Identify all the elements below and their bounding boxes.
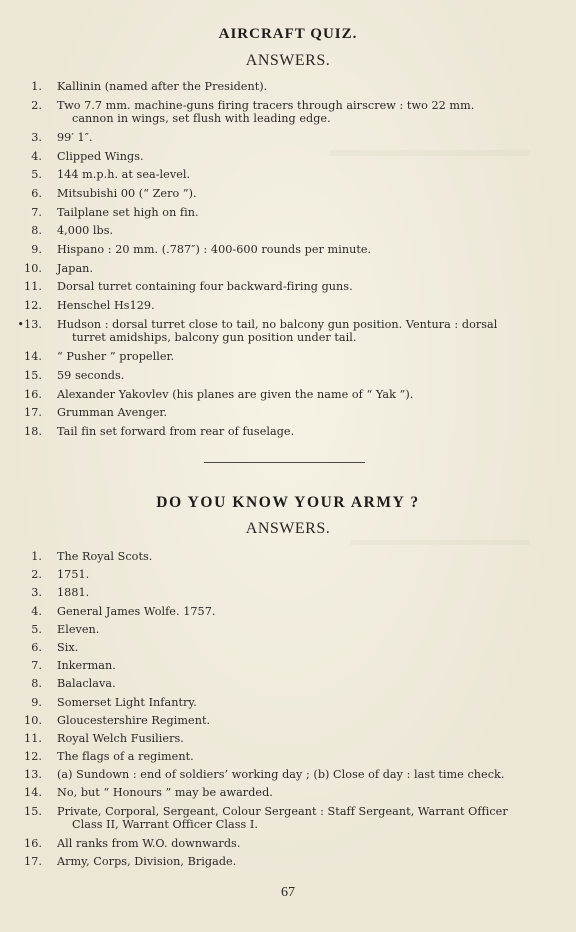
item-text-continuation: cannon in wings, set flush with leading edge. bbox=[72, 112, 331, 126]
item-number: 17. bbox=[24, 854, 42, 868]
list-item bbox=[0, 299, 576, 318]
list-item bbox=[0, 732, 576, 750]
item-text: Tailplane set high on fin. bbox=[57, 205, 199, 219]
item-number: 10. bbox=[24, 261, 42, 275]
list-item bbox=[0, 350, 576, 369]
item-number: 1. bbox=[31, 80, 42, 93]
item-number: 18. bbox=[24, 424, 42, 438]
show-through-band bbox=[350, 540, 530, 545]
item-text: Six. bbox=[57, 640, 79, 654]
item-text: Mitsubishi 00 (“ Zero ”). bbox=[57, 187, 197, 201]
item-text: 4,000 lbs. bbox=[57, 224, 114, 238]
item-text: Inkerman. bbox=[57, 659, 116, 673]
aircraft-quiz-title: AIRCRAFT QUIZ. bbox=[218, 26, 358, 42]
list-item bbox=[0, 280, 576, 299]
item-text: The flags of a regiment. bbox=[57, 750, 194, 764]
list-item bbox=[0, 805, 576, 837]
item-number: 3. bbox=[31, 130, 42, 144]
item-number: 4. bbox=[31, 604, 42, 618]
army-quiz-answers-heading: ANSWERS. bbox=[245, 520, 331, 537]
item-text-continuation: turret amidships, balcony gun position under tail. bbox=[72, 331, 357, 345]
list-item bbox=[0, 641, 576, 659]
list-item bbox=[0, 262, 576, 281]
item-number: 7. bbox=[31, 659, 42, 673]
item-text: Private, Corporal, Sergeant, Colour Sergeant : Staff Sergeant, Warrant Officer bbox=[57, 804, 508, 818]
item-text: Alexander Yakovlev (his planes are given the name of “ Yak ”). bbox=[57, 387, 414, 401]
list-item bbox=[0, 99, 576, 131]
item-number: 15. bbox=[24, 804, 42, 818]
list-item bbox=[0, 696, 576, 714]
page-number: 67 bbox=[281, 885, 295, 900]
item-number: 14. bbox=[24, 350, 42, 364]
item-text: Hispano : 20 mm. (.787″) : 400-600 rounds per minute. bbox=[57, 243, 372, 257]
item-number: 12. bbox=[24, 299, 42, 313]
list-item bbox=[0, 768, 576, 786]
item-number: 11. bbox=[24, 280, 42, 294]
item-number: 8. bbox=[31, 677, 42, 691]
item-number: 5. bbox=[31, 168, 42, 182]
item-text: Royal Welch Fusiliers. bbox=[57, 731, 184, 745]
item-number: 11. bbox=[24, 731, 42, 745]
item-number: 6. bbox=[31, 187, 42, 201]
item-text: Balaclava. bbox=[57, 677, 116, 691]
aircraft-quiz-answer-list bbox=[0, 80, 576, 444]
list-item bbox=[0, 550, 576, 568]
list-item bbox=[0, 605, 576, 623]
item-number: 4. bbox=[31, 149, 42, 163]
list-item bbox=[0, 623, 576, 641]
item-text: Kallinin (named after the President). bbox=[57, 80, 268, 93]
item-text: “ Pusher ” propeller. bbox=[57, 350, 175, 364]
item-number: 6. bbox=[31, 640, 42, 654]
item-text: Henschel Hs129. bbox=[57, 299, 155, 313]
item-number: 16. bbox=[24, 387, 42, 401]
list-item bbox=[0, 318, 576, 350]
list-item bbox=[0, 388, 576, 407]
list-item bbox=[0, 425, 576, 444]
item-text: All ranks from W.O. downwards. bbox=[57, 836, 241, 850]
list-item bbox=[0, 786, 576, 804]
item-text-continuation: Class II, Warrant Officer Class I. bbox=[72, 818, 258, 832]
item-text: Hudson : dorsal turret close to tail, no balcony gun position. Ventura : dorsal bbox=[57, 317, 498, 331]
list-item bbox=[0, 837, 576, 855]
item-text: No, but “ Honours ” may be awarded. bbox=[57, 786, 273, 800]
list-item bbox=[0, 131, 576, 150]
item-number: 8. bbox=[31, 224, 42, 238]
item-text: Eleven. bbox=[57, 622, 100, 636]
item-number: 9. bbox=[31, 695, 42, 709]
list-item bbox=[0, 224, 576, 243]
item-text: Gloucestershire Regiment. bbox=[57, 713, 211, 727]
list-item bbox=[0, 855, 576, 873]
army-quiz-answer-list bbox=[0, 550, 576, 873]
item-text: (a) Sundown : end of soldiers’ working day ; (b) Close of day : last time check. bbox=[57, 768, 505, 782]
list-item bbox=[0, 659, 576, 677]
item-text: The Royal Scots. bbox=[57, 550, 153, 563]
item-number: 5. bbox=[31, 622, 42, 636]
item-number: 17. bbox=[24, 406, 42, 420]
item-number: 2. bbox=[31, 568, 42, 582]
item-text: 1751. bbox=[57, 568, 90, 582]
item-text: Somerset Light Infantry. bbox=[57, 695, 197, 709]
aircraft-quiz-answers-heading: ANSWERS. bbox=[245, 52, 331, 69]
item-text: Clipped Wings. bbox=[57, 149, 144, 163]
list-item bbox=[0, 750, 576, 768]
item-number: 7. bbox=[31, 205, 42, 219]
list-item bbox=[0, 714, 576, 732]
list-item bbox=[0, 677, 576, 695]
item-text: Two 7.7 mm. machine-guns firing tracers through airscrew : two 22 mm. bbox=[57, 98, 475, 112]
item-number: 1. bbox=[31, 550, 42, 563]
item-text: 99′ 1″. bbox=[57, 130, 93, 144]
item-number: 9. bbox=[31, 243, 42, 257]
item-text: Dorsal turret containing four backward-firing guns. bbox=[57, 280, 353, 294]
list-item bbox=[0, 187, 576, 206]
item-number: 12. bbox=[24, 750, 42, 764]
item-number: •13. bbox=[17, 317, 42, 331]
list-item bbox=[0, 406, 576, 425]
list-item bbox=[0, 369, 576, 388]
list-item bbox=[0, 80, 576, 99]
item-text: Grumman Avenger. bbox=[57, 406, 168, 420]
list-item bbox=[0, 206, 576, 225]
list-item bbox=[0, 568, 576, 586]
item-text: Army, Corps, Division, Brigade. bbox=[57, 854, 237, 868]
item-number: 15. bbox=[24, 368, 42, 382]
item-number: 14. bbox=[24, 786, 42, 800]
item-text: 144 m.p.h. at sea-level. bbox=[57, 168, 191, 182]
item-text: 1881. bbox=[57, 586, 90, 600]
item-text: General James Wolfe. 1757. bbox=[57, 604, 216, 618]
item-text: 59 seconds. bbox=[57, 368, 125, 382]
list-item bbox=[0, 586, 576, 604]
list-item bbox=[0, 168, 576, 187]
list-item bbox=[0, 243, 576, 262]
item-number: 2. bbox=[31, 98, 42, 112]
item-number: 3. bbox=[31, 586, 42, 600]
item-text: Japan. bbox=[57, 261, 94, 275]
item-number: 16. bbox=[24, 836, 42, 850]
item-number: 13. bbox=[24, 768, 42, 782]
army-quiz-title: DO YOU KNOW YOUR ARMY ? bbox=[156, 494, 420, 511]
item-number: 10. bbox=[24, 713, 42, 727]
list-item bbox=[0, 150, 576, 169]
item-text: Tail fin set forward from rear of fuselage. bbox=[57, 424, 295, 438]
section-divider bbox=[204, 462, 365, 463]
